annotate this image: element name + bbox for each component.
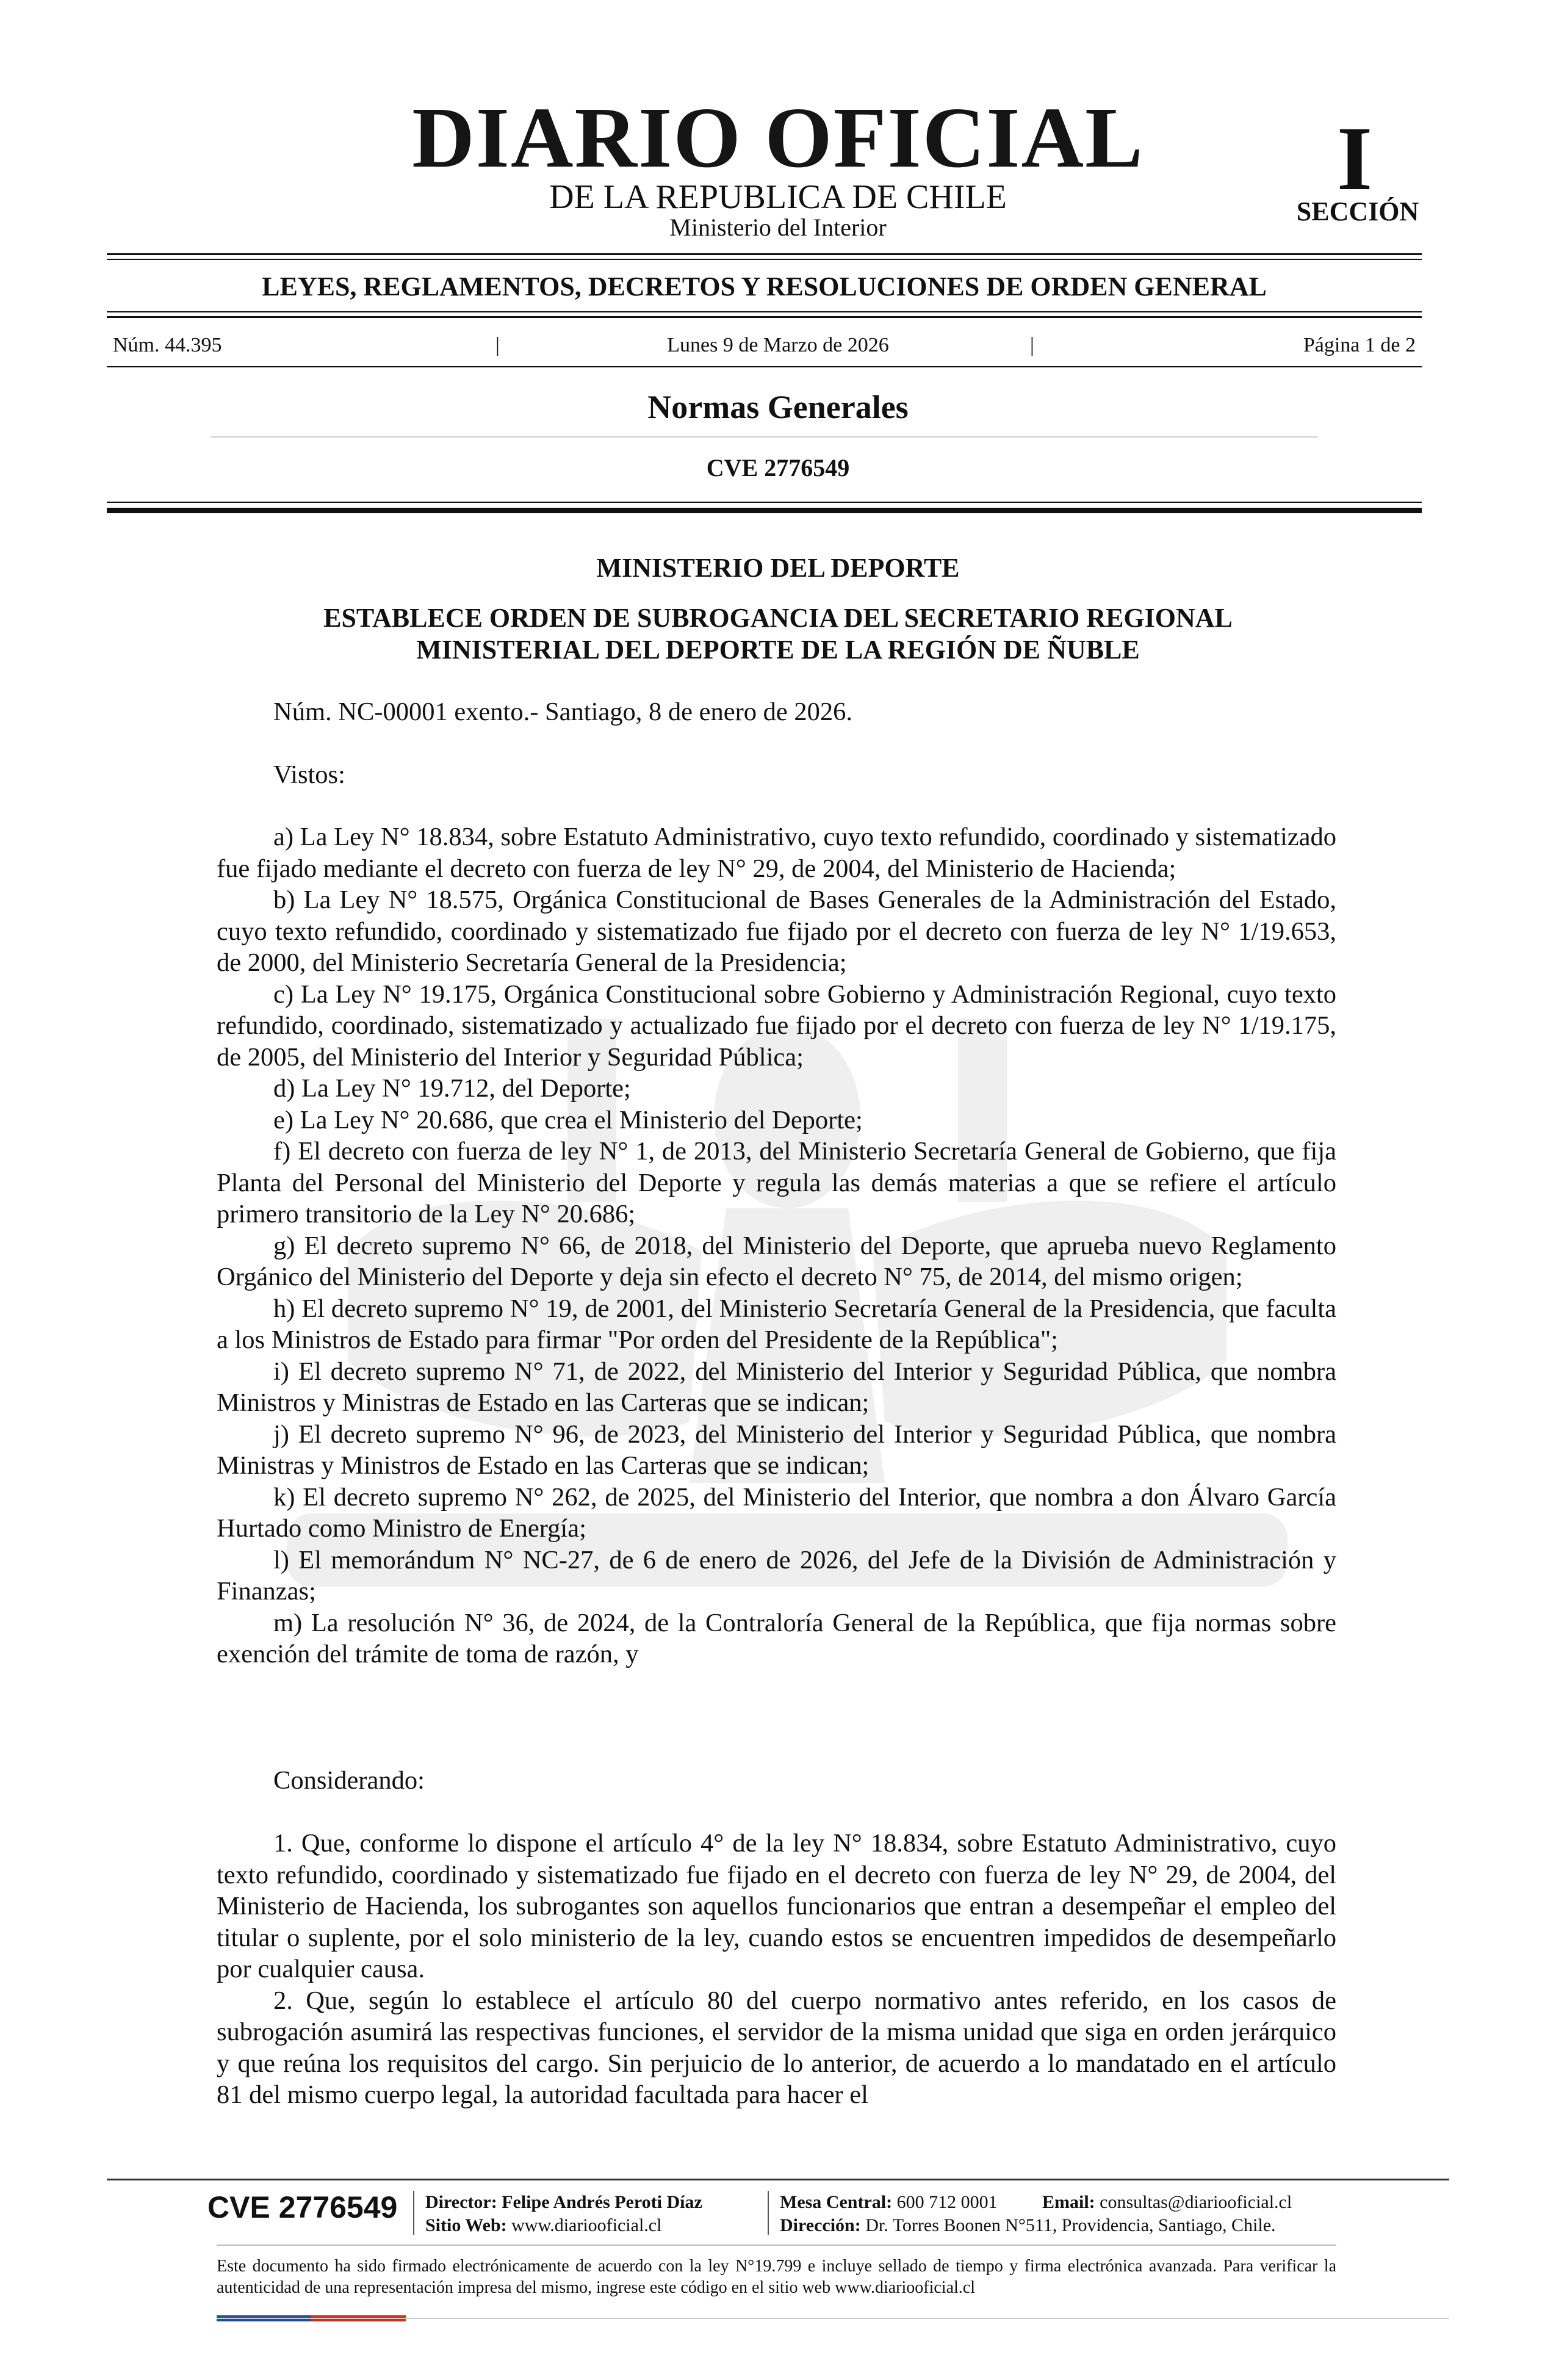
address-label: Dirección: [780,2215,861,2235]
list-item: m) La resolución N° 36, de 2024, de la Contraloría General de la República, que fija normas sobre exención del trámite de toma de razón, y [217,1608,1336,1668]
document-ministry: MINISTERIO DEL DEPORTE [596,553,960,583]
issue-date: Lunes 9 de Marzo de 2026 [667,334,889,356]
vistos-label: Vistos: [273,760,345,789]
list-item: g) El decreto supremo N° 66, de 2018, del Ministerio del Deporte, que aprueba nuevo Reglamento Orgánico del Ministerio del Deporte y deja sin efecto el decreto N° 75, de 2014, del mismo origen; [217,1231,1336,1291]
footer-note-rule [217,2245,1336,2246]
footer-mesa [780,2191,998,2214]
footer-note: Este documento ha sido firmado electrónicamente de acuerdo con la ley N°19.799 e incluye sellado de tiempo y firma electrónica avanzada. Para verificar la autenticidad de una representación impresa del mismo, ingrese este código en el sitio web www.diariooficial.cl [217,2257,1336,2297]
list-item: 1. Que, conforme lo dispone el artículo 4° de la ley N° 18.834, sobre Estatuto Administrativo, cuyo texto refundido, coordinado y sistematizado fue fijado en el decreto con fuerza de ley N° 29, de 2004, del Ministerio de Hacienda, los subrogantes son aquellos funcionarios que entran a desempeñar el empleo del titular o suplente, por el solo ministerio de la ley, cuando estos se encuentren impedidos de desempeñarlo por cualquier causa. [217,1829,1336,1983]
mesa-value: 600 712 0001 [896,2192,998,2212]
mesa-label: Mesa Central: [780,2192,893,2212]
band-title: LEYES, REGLAMENTOS, DECRETOS Y RESOLUCIONES DE ORDEN GENERAL [262,272,1267,301]
vistos-list [217,821,1336,1670]
site-label: Sitio Web: [425,2215,507,2235]
email-link[interactable]: consultas@diariooficial.cl [1100,2192,1292,2212]
footer-separator-1 [413,2191,414,2235]
footer-site [425,2214,661,2237]
list-item: j) El decreto supremo N° 96, de 2023, del Ministerio del Interior y Seguridad Pública, que nombra Ministras y Ministros de Estado en las Carteras que se indican; [217,1419,1336,1480]
considerando-label: Considerando: [273,1766,425,1795]
masthead-rule-top-2 [107,259,1422,260]
list-item: l) El memorándum N° NC-27, de 6 de enero de 2026, del Jefe de la División de Administración y Finanzas; [217,1545,1336,1606]
masthead-subtitle: DE LA REPUBLICA DE CHILE [549,178,1007,216]
address-value: Dr. Torres Boonen N°511, Providencia, Santiago, Chile. [865,2215,1276,2235]
footer-cve: CVE 2776549 [207,2190,398,2224]
list-item: e) La Ley N° 20.686, que crea el Ministerio del Deporte; [273,1105,863,1134]
footer-rule [107,2179,1449,2180]
list-item: c) La Ley N° 19.175, Orgánica Constitucional sobre Gobierno y Administración Regional, cuyo texto refundido, coordinado, sistematizado y actualizado fue fijado por el decreto con fuerza de ley N° 1/19.175, de 2005, del Ministerio del Interior y Seguridad Pública; [217,979,1336,1072]
band-rule-bottom [107,311,1422,312]
footer-director [425,2191,702,2214]
director-label: Director: [425,2192,497,2212]
site-link[interactable]: www.diariooficial.cl [511,2215,662,2235]
masthead-ministry: Ministerio del Interior [669,214,887,241]
document-title-line-1: ESTABLECE ORDEN DE SUBROGANCIA DEL SECRETARIO REGIONAL [323,603,1233,633]
section-number: I [1336,108,1373,209]
section-heading-rule [211,436,1318,438]
document-title-line-2: MINISTERIAL DEL DEPORTE DE LA REGIÓN DE ÑUBLE [416,635,1140,665]
issue-number: Núm. 44.395 [113,334,222,356]
footer-email [1042,2191,1292,2214]
director-name: Felipe Andrés Peroti Díaz [502,2192,702,2212]
meta-separator-1: | [495,334,500,356]
footer-separator-2 [768,2191,769,2235]
considerando-list [217,1828,1336,2111]
list-item: k) El decreto supremo N° 262, de 2025, del Ministerio del Interior, que nombra a don Álvaro García Hurtado como Ministro de Energía; [217,1482,1336,1543]
meta-separator-2: | [1030,334,1034,356]
footer-address [780,2214,1276,2237]
masthead-rule-top [107,253,1422,255]
email-label: Email: [1042,2192,1095,2212]
list-item: f) El decreto con fuerza de ley N° 1, de 2013, del Ministerio Secretaría General de Gobierno, que fija Planta del Personal del Ministerio del Deporte y regula las demás materias a que se refiere el artículo primero transitorio de la Ley N° 20.686; [217,1137,1336,1228]
cve-rule-2 [107,508,1422,513]
list-item: d) La Ley N° 19.712, del Deporte; [273,1074,631,1103]
list-item: 2. Que, según lo establece el artículo 80 del cuerpo normativo antes referido, en los casos de subrogación asumirá las respectivas funciones, el servidor de la misma unidad que siga en orden jerárquico y que reúna los requisitos del cargo. Sin perjuicio de lo anterior, de acuerdo a lo mandatado en el artículo 81 del mismo cuerpo legal, la autoridad facultada para hacer el [217,1986,1336,2109]
footer-bottom-rule [217,2318,1449,2319]
document-number-line: Núm. NC-00001 exento.- Santiago, 8 de enero de 2026. [273,698,852,726]
cve-rule-1 [107,502,1422,503]
masthead-title: DIARIO OFICIAL [412,89,1144,186]
list-item: h) El decreto supremo N° 19, de 2001, del Ministerio Secretaría General de la Presidencia, que faculta a los Ministros de Estado para firmar "Por orden del Presidente de la República"; [217,1294,1336,1354]
section-label: SECCIÓN [1296,197,1419,226]
meta-rule [107,366,1422,367]
cve-code: CVE 2776549 [706,454,850,481]
list-item: a) La Ley N° 18.834, sobre Estatuto Administrativo, cuyo texto refundido, coordinado y sistematizado fue fijado mediante el decreto con fuerza de ley N° 29, de 2004, del Ministerio de Hacienda; [217,823,1336,883]
band-rule-bottom-2 [107,316,1422,318]
list-item: i) El decreto supremo N° 71, de 2022, del Ministerio del Interior y Seguridad Pública, que nombra Ministros y Ministras de Estado en las Carteras que se indican; [217,1357,1336,1417]
page-indicator: Página 1 de 2 [1303,334,1416,356]
section-heading: Normas Generales [647,389,909,425]
list-item: b) La Ley N° 18.575, Orgánica Constitucional de Bases Generales de la Administración del Estado, cuyo texto refundido, coordinado y sistematizado fue fijado por el decreto con fuerza de ley N° 1/19.653, de 2000, del Ministerio Secretaría General de la Presidencia; [217,885,1336,977]
